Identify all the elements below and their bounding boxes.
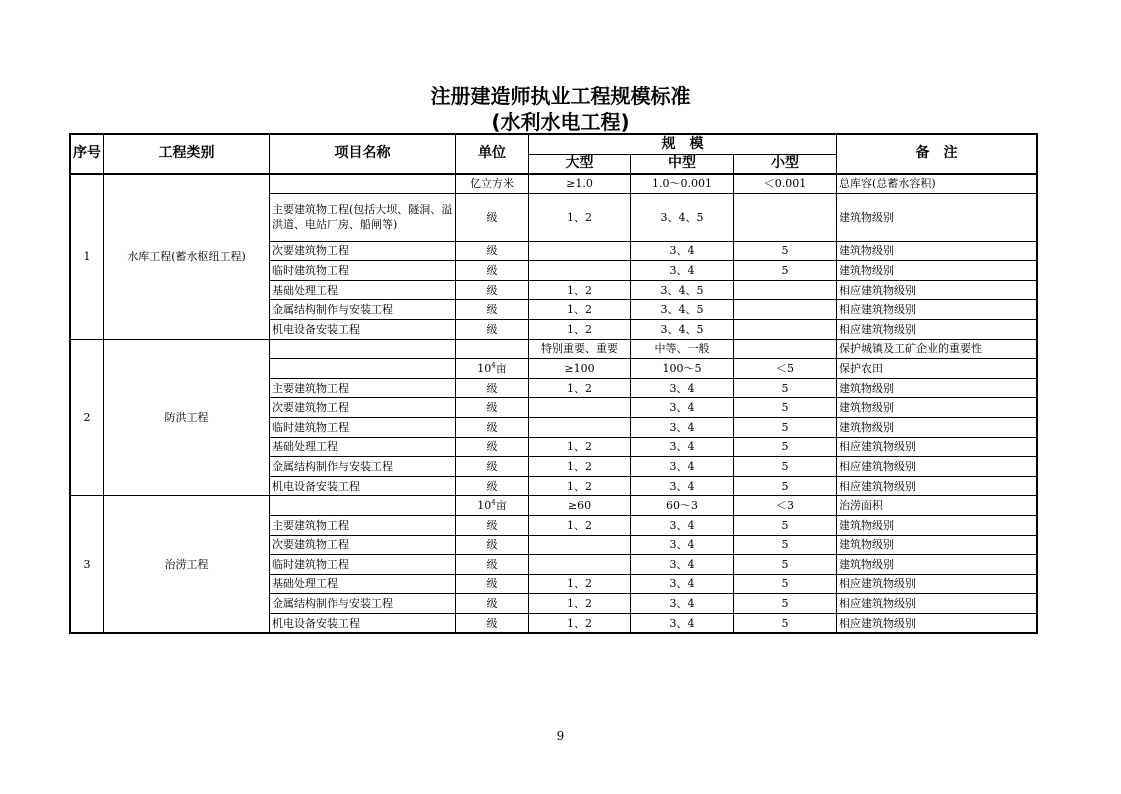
remark-cell: 建筑物级别 [837,378,1037,398]
row-category-cell: 防洪工程 [104,339,270,496]
header-small: 小型 [734,155,837,174]
small-scale-cell: 5 [734,476,837,496]
item-name-cell [270,174,456,194]
small-scale-cell: 5 [734,613,837,633]
unit-base: 10 [477,361,492,375]
item-name-cell: 次要建筑物工程 [270,398,456,418]
small-scale-cell: 5 [734,417,837,437]
unit-cell: 级 [456,398,529,418]
item-name-cell: 临时建筑物工程 [270,417,456,437]
unit-exponent: 4 [491,361,496,370]
medium-scale-cell: 3、4 [631,574,734,594]
remark-cell: 相应建筑物级别 [837,457,1037,477]
medium-scale-cell: 60～3 [631,496,734,516]
remark-cell: 相应建筑物级别 [837,437,1037,457]
remark-cell: 建筑物级别 [837,417,1037,437]
unit-cell: 级 [456,280,529,300]
item-name-cell: 机电设备安装工程 [270,319,456,339]
remark-cell: 建筑物级别 [837,398,1037,418]
header-large: 大型 [529,155,631,174]
remark-cell: 保护农田 [837,359,1037,379]
remark-cell: 建筑物级别 [837,515,1037,535]
large-scale-cell [529,241,631,261]
unit-cell: 级 [456,535,529,555]
unit-cell: 级 [456,613,529,633]
large-scale-cell: 1、2 [529,437,631,457]
small-scale-cell [734,319,837,339]
small-scale-cell: 5 [734,515,837,535]
small-scale-cell [734,193,837,241]
table-row [71,339,1037,359]
remark-cell: 相应建筑物级别 [837,594,1037,614]
item-name-cell: 机电设备安装工程 [270,613,456,633]
remark-cell: 相应建筑物级别 [837,300,1037,320]
large-scale-cell [529,261,631,281]
small-scale-cell: 5 [734,535,837,555]
large-scale-cell: 1、2 [529,594,631,614]
unit-cell: 级 [456,241,529,261]
medium-scale-cell: 3、4 [631,613,734,633]
medium-scale-cell: 3、4 [631,437,734,457]
large-scale-cell [529,555,631,575]
remark-cell: 相应建筑物级别 [837,574,1037,594]
unit-cell: 级 [456,476,529,496]
header-category: 工程类别 [104,135,270,174]
medium-scale-cell: 1.0～0.001 [631,174,734,194]
item-name-cell: 临时建筑物工程 [270,261,456,281]
medium-scale-cell: 3、4 [631,555,734,575]
document-subtitle: (水利水电工程) [491,110,630,134]
small-scale-cell: 5 [734,457,837,477]
item-name-cell: 金属结构制作与安装工程 [270,594,456,614]
small-scale-cell: 5 [734,398,837,418]
medium-scale-cell: 3、4 [631,241,734,261]
header-scale: 规 模 [529,135,837,155]
item-name-cell [270,359,456,379]
large-scale-cell [529,398,631,418]
medium-scale-cell: 3、4 [631,515,734,535]
item-name-cell [270,339,456,359]
unit-cell: 级 [456,417,529,437]
unit-cell: 亿立方米 [456,174,529,194]
large-scale-cell: ≥1.0 [529,174,631,194]
large-scale-cell: 1、2 [529,378,631,398]
table-row [71,496,1037,516]
table-row [71,174,1037,194]
unit-cell: 级 [456,300,529,320]
item-name-cell: 主要建筑物工程 [270,378,456,398]
medium-scale-cell: 3、4 [631,457,734,477]
item-name-cell: 金属结构制作与安装工程 [270,457,456,477]
large-scale-cell: 1、2 [529,613,631,633]
large-scale-cell: 1、2 [529,193,631,241]
row-category-cell: 治涝工程 [104,496,270,633]
large-scale-cell: 1、2 [529,515,631,535]
large-scale-cell: 1、2 [529,574,631,594]
medium-scale-cell: 3、4、5 [631,280,734,300]
remark-cell: 建筑物级别 [837,241,1037,261]
row-category-cell: 水库工程(蓄水枢纽工程) [104,174,270,340]
unit-cell [456,496,529,516]
large-scale-cell: 1、2 [529,476,631,496]
small-scale-cell: 5 [734,594,837,614]
large-scale-cell: 1、2 [529,300,631,320]
unit-base: 10 [477,499,492,513]
header-medium: 中型 [631,155,734,174]
item-name-cell: 基础处理工程 [270,574,456,594]
unit-suffix: 亩 [495,361,507,375]
unit-cell: 级 [456,193,529,241]
large-scale-cell: 1、2 [529,457,631,477]
medium-scale-cell: 3、4、5 [631,319,734,339]
item-name-cell: 金属结构制作与安装工程 [270,300,456,320]
header-item: 项目名称 [270,135,456,174]
remark-cell: 相应建筑物级别 [837,613,1037,633]
page-number: 9 [556,729,565,743]
small-scale-cell: 5 [734,555,837,575]
unit-suffix: 亩 [495,499,507,513]
unit-cell: 级 [456,261,529,281]
medium-scale-cell: 3、4 [631,261,734,281]
remark-cell: 相应建筑物级别 [837,280,1037,300]
item-name-cell: 基础处理工程 [270,280,456,300]
header-unit: 单位 [456,135,529,174]
medium-scale-cell: 3、4 [631,476,734,496]
document-title: 注册建造师执业工程规模标准 [430,84,691,108]
large-scale-cell [529,417,631,437]
remark-cell: 保护城镇及工矿企业的重要性 [837,339,1037,359]
unit-cell: 级 [456,555,529,575]
small-scale-cell: ＜3 [734,496,837,516]
medium-scale-cell: 中等、一般 [631,339,734,359]
unit-exponent: 4 [491,498,496,507]
unit-cell: 级 [456,319,529,339]
unit-cell: 级 [456,457,529,477]
item-name-cell: 临时建筑物工程 [270,555,456,575]
remark-cell: 建筑物级别 [837,535,1037,555]
medium-scale-cell: 3、4 [631,594,734,614]
item-name-cell: 基础处理工程 [270,437,456,457]
small-scale-cell: ＜0.001 [734,174,837,194]
medium-scale-cell: 3、4 [631,535,734,555]
large-scale-cell: 1、2 [529,280,631,300]
large-scale-cell: 1、2 [529,319,631,339]
large-scale-cell: ≥60 [529,496,631,516]
remark-cell: 相应建筑物级别 [837,476,1037,496]
small-scale-cell: 5 [734,261,837,281]
small-scale-cell: 5 [734,574,837,594]
medium-scale-cell: 3、4、5 [631,193,734,241]
small-scale-cell [734,280,837,300]
small-scale-cell: ＜5 [734,359,837,379]
header-seq: 序号 [71,135,104,174]
item-name-cell: 次要建筑物工程 [270,241,456,261]
large-scale-cell: ≥100 [529,359,631,379]
table-body [71,174,1037,633]
item-name-cell: 次要建筑物工程 [270,535,456,555]
large-scale-cell [529,535,631,555]
row-seq-cell: 3 [71,496,104,633]
remark-cell: 建筑物级别 [837,261,1037,281]
row-seq-cell: 1 [71,174,104,340]
item-name-cell [270,496,456,516]
scale-standard-table [70,134,1037,633]
small-scale-cell [734,339,837,359]
small-scale-cell: 5 [734,241,837,261]
small-scale-cell: 5 [734,437,837,457]
small-scale-cell [734,300,837,320]
remark-cell: 总库容(总蓄水容积) [837,174,1037,194]
unit-cell: 级 [456,574,529,594]
remark-cell: 相应建筑物级别 [837,319,1037,339]
remark-cell: 治涝面积 [837,496,1037,516]
unit-cell: 级 [456,515,529,535]
item-name-cell: 主要建筑物工程 [270,515,456,535]
large-scale-cell: 特别重要、重要 [529,339,631,359]
row-seq-cell: 2 [71,339,104,496]
medium-scale-cell: 3、4、5 [631,300,734,320]
unit-cell: 级 [456,437,529,457]
medium-scale-cell: 3、4 [631,398,734,418]
medium-scale-cell: 100～5 [631,359,734,379]
item-name-cell: 主要建筑物工程(包括大坝、隧洞、溢洪道、电站厂房、船闸等) [270,193,456,241]
item-name-cell: 机电设备安装工程 [270,476,456,496]
medium-scale-cell: 3、4 [631,417,734,437]
header-remark: 备 注 [837,135,1037,174]
unit-cell [456,359,529,379]
remark-cell: 建筑物级别 [837,555,1037,575]
unit-cell [456,339,529,359]
remark-cell: 建筑物级别 [837,193,1037,241]
unit-cell: 级 [456,594,529,614]
small-scale-cell: 5 [734,378,837,398]
medium-scale-cell: 3、4 [631,378,734,398]
unit-cell: 级 [456,378,529,398]
